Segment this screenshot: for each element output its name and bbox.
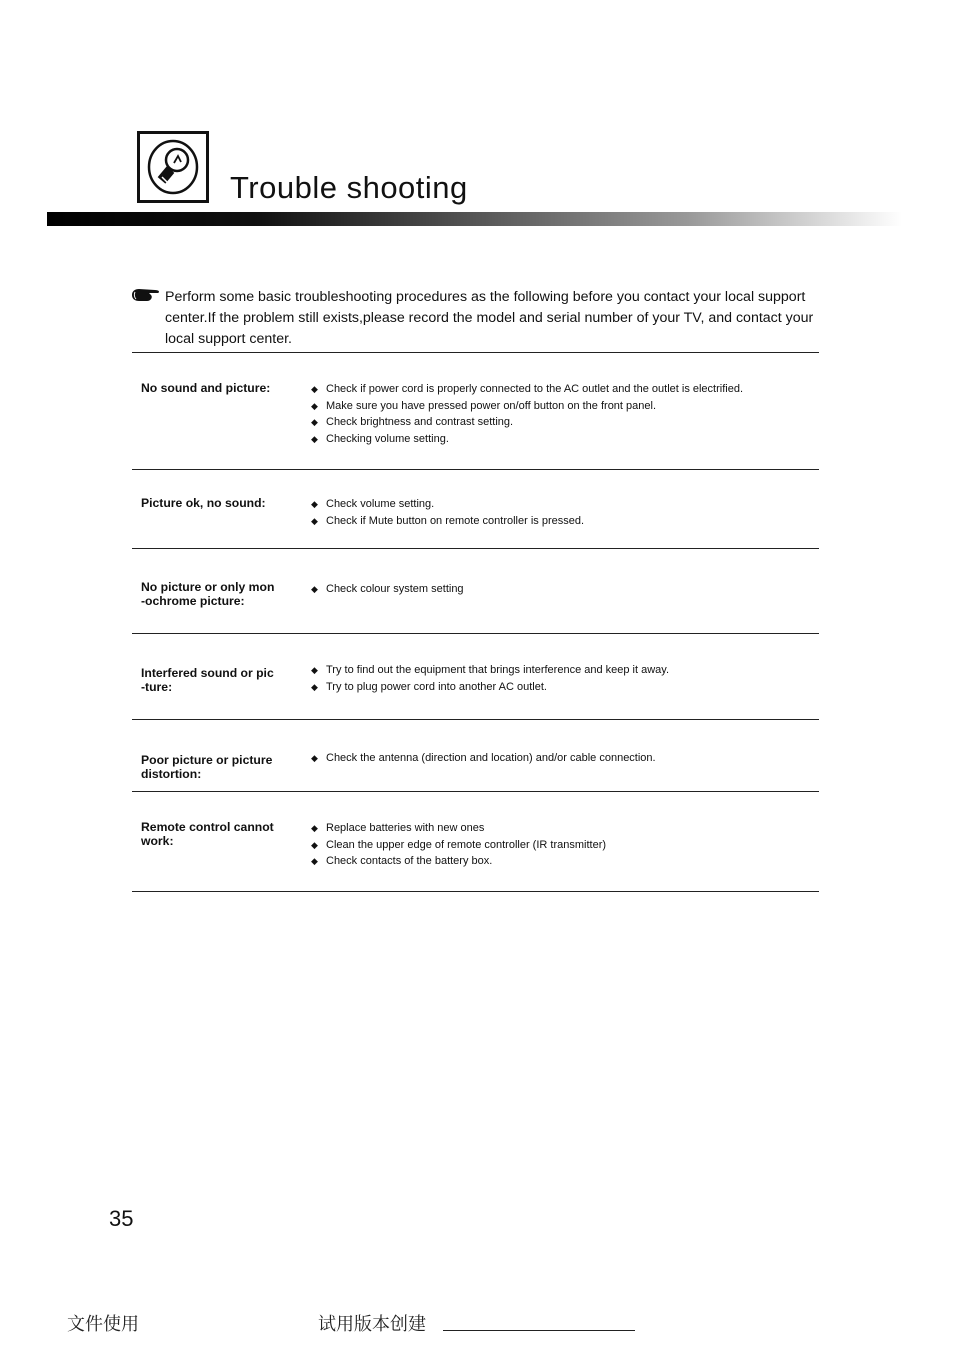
divider-line	[132, 633, 819, 634]
divider-line	[132, 548, 819, 549]
diamond-bullet-icon: ◆	[311, 499, 318, 509]
lightbulb-icon-box	[137, 131, 209, 203]
title-gradient-bar	[47, 212, 902, 226]
list-item: ◆ Check volume setting.	[311, 496, 821, 513]
footer-right-text: 试用版本创建	[318, 1314, 426, 1335]
problem-label: Poor picture or picture distortion:	[141, 753, 273, 781]
footer-underline	[443, 1330, 635, 1331]
problem-label: No sound and picture:	[141, 381, 271, 395]
list-item: ◆ Try to find out the equipment that brings interference and keep it away.	[311, 662, 821, 679]
divider-line	[132, 352, 819, 353]
problem-label: Interfered sound or pic -ture:	[141, 666, 274, 694]
solution-list	[311, 496, 821, 529]
diamond-bullet-icon: ◆	[311, 823, 318, 833]
divider-line	[132, 891, 819, 892]
problem-label: Picture ok, no sound:	[141, 496, 266, 510]
diamond-bullet-icon: ◆	[311, 584, 318, 594]
diamond-bullet-icon: ◆	[311, 839, 318, 850]
problem-label: Remote control cannot work:	[141, 820, 274, 848]
diamond-bullet-icon: ◆	[311, 400, 318, 411]
diamond-bullet-icon: ◆	[311, 384, 318, 394]
diamond-bullet-icon: ◆	[311, 665, 318, 675]
diamond-bullet-icon: ◆	[311, 515, 318, 526]
pointing-hand-icon	[131, 287, 161, 303]
solution-list	[311, 381, 821, 447]
diamond-bullet-icon: ◆	[311, 417, 318, 427]
page-number: 35	[109, 1206, 134, 1231]
diamond-bullet-icon: ◆	[311, 433, 318, 444]
list-item: ◆ Checking volume setting.	[311, 431, 821, 448]
list-item: ◆ Check if Mute button on remote controller is pressed.	[311, 513, 821, 530]
solution-list	[311, 750, 821, 767]
page-title: Trouble shooting	[230, 170, 468, 205]
footer-left-text: 文件使用	[67, 1314, 139, 1335]
list-item: ◆ Check the antenna (direction and location) and/or cable connection.	[311, 750, 821, 767]
solution-list	[311, 662, 821, 695]
list-item: ◆ Clean the upper edge of remote controller (IR transmitter)	[311, 837, 821, 854]
divider-line	[132, 719, 819, 720]
divider-line	[132, 791, 819, 792]
list-item: ◆ Replace batteries with new ones	[311, 820, 821, 837]
diamond-bullet-icon: ◆	[311, 753, 318, 763]
divider-line	[132, 469, 819, 470]
list-item: ◆ Make sure you have pressed power on/off button on the front panel.	[311, 398, 821, 415]
problem-label: No picture or only mon -ochrome picture:	[141, 580, 275, 608]
list-item: ◆ Try to plug power cord into another AC outlet.	[311, 679, 821, 696]
solution-list	[311, 581, 821, 598]
diamond-bullet-icon: ◆	[311, 681, 318, 692]
intro-text: Perform some basic troubleshooting procedures as the following before you contact your local support center.If the problem still exists,please record the model and serial number of your TV, and contact your local support center.	[165, 289, 814, 347]
lightbulb-icon	[144, 138, 202, 196]
list-item: ◆ Check contacts of the battery box.	[311, 853, 821, 870]
list-item: ◆ Check brightness and contrast setting.	[311, 414, 821, 431]
diamond-bullet-icon: ◆	[311, 856, 318, 866]
list-item: ◆ Check if power cord is properly connected to the AC outlet and the outlet is electrified.	[311, 381, 821, 398]
solution-list	[311, 820, 821, 870]
list-item: ◆ Check colour system setting	[311, 581, 821, 598]
